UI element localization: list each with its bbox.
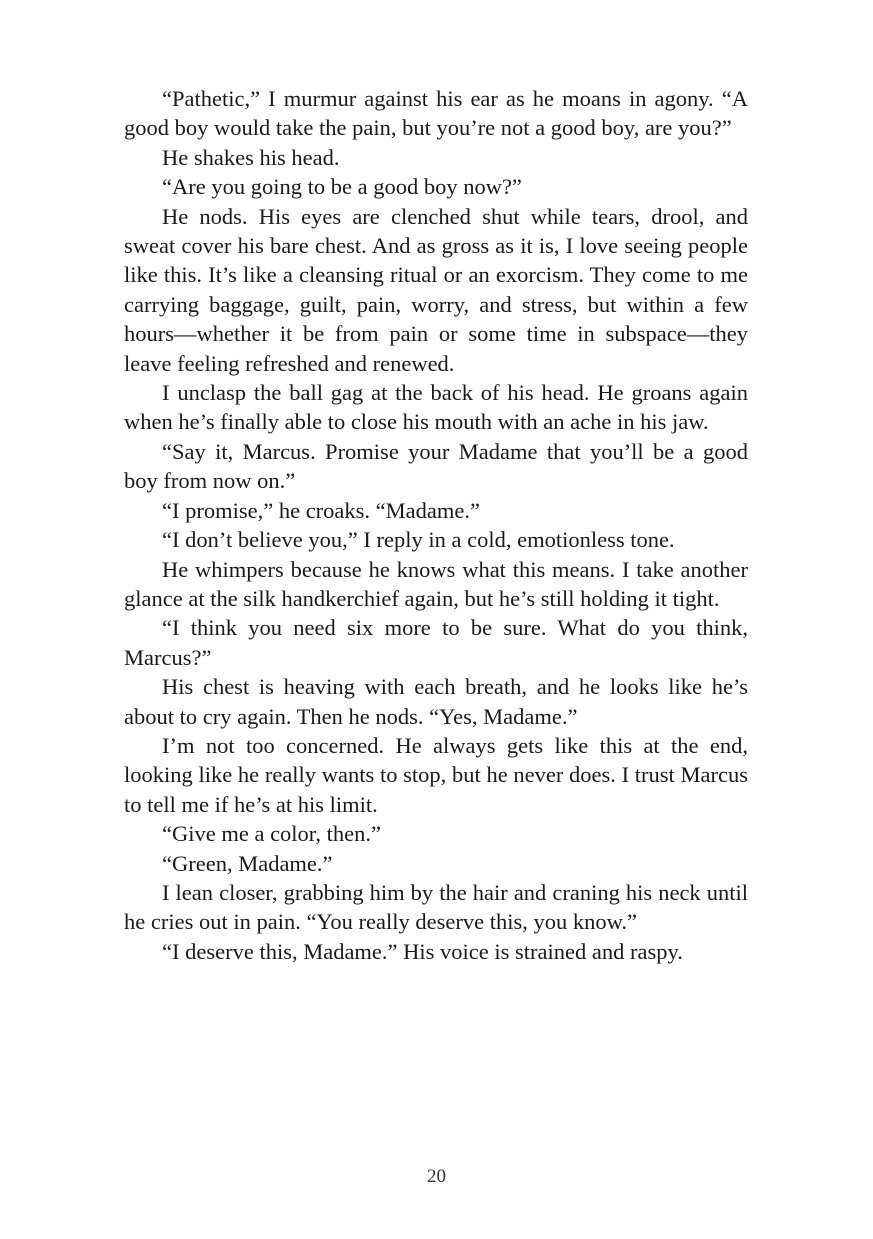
paragraph: “Are you going to be a good boy now?”: [162, 174, 522, 200]
paragraph: I unclasp the ball gag at the back of his head. He groans again when he’s finally able to close his mouth with an ache in his jaw.: [124, 380, 748, 435]
paragraph: “Green, Madame.”: [162, 850, 333, 876]
paragraph: He shakes his head.: [162, 144, 340, 170]
paragraph: “Give me a color, then.”: [162, 821, 382, 847]
paragraph: “I deserve this, Madame.” His voice is strained and raspy.: [162, 938, 683, 964]
paragraph: I lean closer, grabbing him by the hair and craning his neck until he cries out in pain. “You really deserve this, you know.”: [124, 879, 748, 935]
paragraph: “Say it, Marcus. Promise your Madame that you’ll be a good boy from now on.”: [124, 438, 748, 494]
paragraph: He nods. His eyes are clenched shut while tears, drool, and sweat cover his bare chest. And as gross as it is, I love seeing people like this. It’s like a cleansing ritual or an exorcism. They come to me carrying baggage, guilt, pain, worry, and stress, but within a few hours—whether it be from pain or some time in subspace—they leave feeling refreshed and renewed.: [124, 203, 748, 376]
paragraph: He whimpers because he knows what this means. I take another glance at the silk handkerchief again, but he’s still holding it tight.: [124, 556, 748, 611]
page-body: [124, 84, 748, 966]
paragraph: “I promise,” he croaks. “Madame.”: [162, 497, 480, 523]
paragraph: I’m not too concerned. He always gets like this at the end, looking like he really wants to stop, but he never does. I trust Marcus to tell me if he’s at his limit.: [124, 732, 748, 817]
paragraph: “I think you need six more to be sure. What do you think, Marcus?”: [124, 615, 748, 670]
paragraph: “Pathetic,” I murmur against his ear as he moans in agony. “A good boy would take the pain, but you’re not a good boy, are you?”: [124, 86, 748, 141]
paragraph: His chest is heaving with each breath, and he looks like he’s about to cry again. Then he nods. “Yes, Madame.”: [124, 674, 748, 729]
page-number: 20: [427, 1166, 446, 1187]
paragraph: “I don’t believe you,” I reply in a cold, emotionless tone.: [162, 527, 675, 553]
